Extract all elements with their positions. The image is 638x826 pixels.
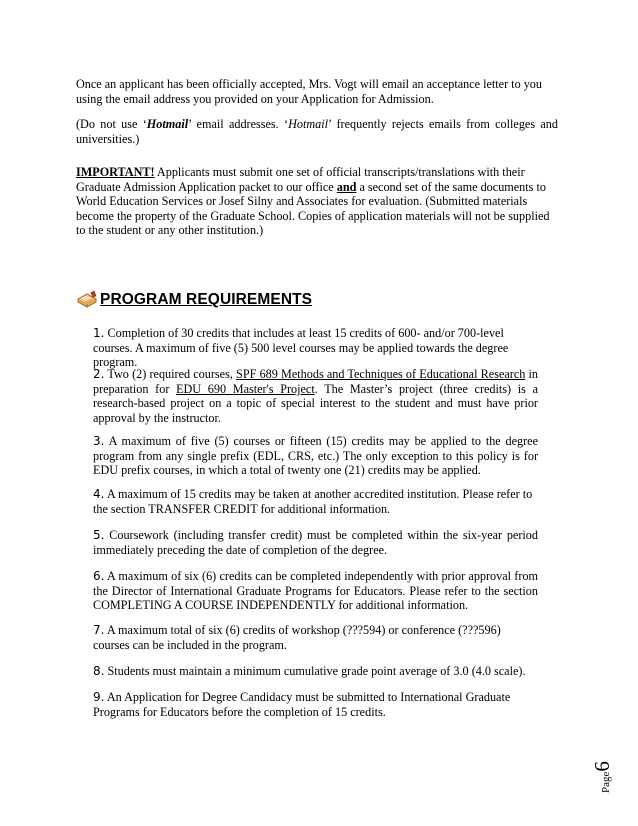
requirement-text: in preparation for	[93, 367, 538, 396]
requirement-text: A maximum of five (5) courses or fifteen (15) credits may be applied to the degree program from any single prefix (EDL, CRS, etc.) The only exception to this policy is for EDU prefix courses, in which a total of twenty one (21) credits may be applied.	[93, 434, 538, 478]
important-and: and	[336, 179, 357, 194]
requirement-number: 1.	[93, 326, 105, 340]
hotmail-close: ’ frequently rejects emails from colleges and universities.)	[76, 117, 558, 146]
requirement-number: 3.	[93, 434, 105, 448]
requirement-1	[93, 326, 538, 370]
requirement-number: 8.	[93, 664, 105, 678]
hotmail-open: (Do not use ‘	[76, 117, 147, 131]
important-label: IMPORTANT!	[76, 165, 155, 179]
section-heading	[76, 288, 312, 312]
acceptance-paragraph: Once an applicant has been officially accepted, Mrs. Vogt will email an acceptance letter to you using the email address you provided on your Application for Admission.	[76, 77, 542, 106]
requirement-text: A maximum of 15 credits may be taken at another accredited institution. Please refer to the section TRANSFER CREDIT for additional information.	[93, 487, 533, 516]
requirement-text: An Application for Degree Candidacy must be submitted to International Graduate Programs for Educators before the completion of 15 credits.	[93, 690, 511, 719]
page-word: Page	[600, 771, 612, 793]
requirement-8	[93, 664, 538, 679]
hotmail-paragraph	[76, 117, 558, 146]
requirement-number: 5.	[93, 528, 105, 542]
requirement-text: Students must maintain a minimum cumulative grade point average of 3.0 (4.0 scale).	[104, 664, 526, 678]
hotmail-mid: ’ email addresses. ‘	[188, 117, 289, 131]
requirement-2	[93, 367, 538, 425]
important-paragraph	[76, 165, 558, 238]
section-title: PROGRAM REQUIREMENTS	[100, 291, 313, 308]
hotmail-italic: Hotmail	[288, 117, 329, 131]
requirement-text: Two (2) required courses,	[104, 367, 237, 381]
requirement-6	[93, 569, 538, 613]
requirement-number: 9.	[93, 690, 105, 704]
important-text-2: a second set of the same documents to World Education Services or Josef Silny and Associates for evaluation. (Submitted materials become the property of the Graduate School. Copies of application materials will not be supplied to the student or any other institution.)	[76, 179, 550, 238]
requirement-9	[93, 690, 538, 719]
page-number	[590, 745, 620, 795]
hotmail-bold: Hotmail	[146, 117, 189, 131]
course-link-edu690[interactable]: EDU 690 Master's Project	[176, 381, 315, 396]
requirement-text: A maximum total of six (6) credits of workshop (???594) or conference (???596) courses can be included in the program.	[93, 623, 501, 652]
requirement-5	[93, 528, 538, 557]
course-link-spf689[interactable]: SPF 689 Methods and Techniques of Educational Research	[236, 367, 526, 381]
requirement-4	[93, 487, 538, 516]
requirement-text: Coursework (including transfer credit) must be completed within the six-year period immediately preceding the date of completion of the degree.	[93, 528, 538, 557]
requirement-7	[93, 623, 538, 652]
requirement-number: 2.	[93, 367, 105, 381]
requirement-number: 4.	[93, 487, 105, 501]
requirement-text: A maximum of six (6) credits can be completed independently with prior approval from the Director of International Graduate Programs for Educators. Please refer to the section COMPLETING A COURSE INDEPENDENTLY for additional information.	[93, 569, 538, 613]
book-icon	[76, 290, 98, 310]
page-number-value: 6	[590, 761, 614, 772]
requirement-text: Completion of 30 credits that includes at least 15 credits of 600- and/or 700-level courses. A maximum of five (5) 500 level courses may be applied towards the degree program.	[93, 326, 509, 370]
requirement-text: . The Master’s project (three credits) is a research-based project on a topic of special interest to the student and must have prior approval by the instructor.	[93, 381, 538, 425]
requirement-number: 7.	[93, 623, 105, 637]
requirement-number: 6.	[93, 569, 105, 583]
important-text-1: Applicants must submit one set of official transcripts/translations with their Graduate Admission Application packet to our office	[76, 165, 525, 194]
requirement-3	[93, 434, 538, 478]
